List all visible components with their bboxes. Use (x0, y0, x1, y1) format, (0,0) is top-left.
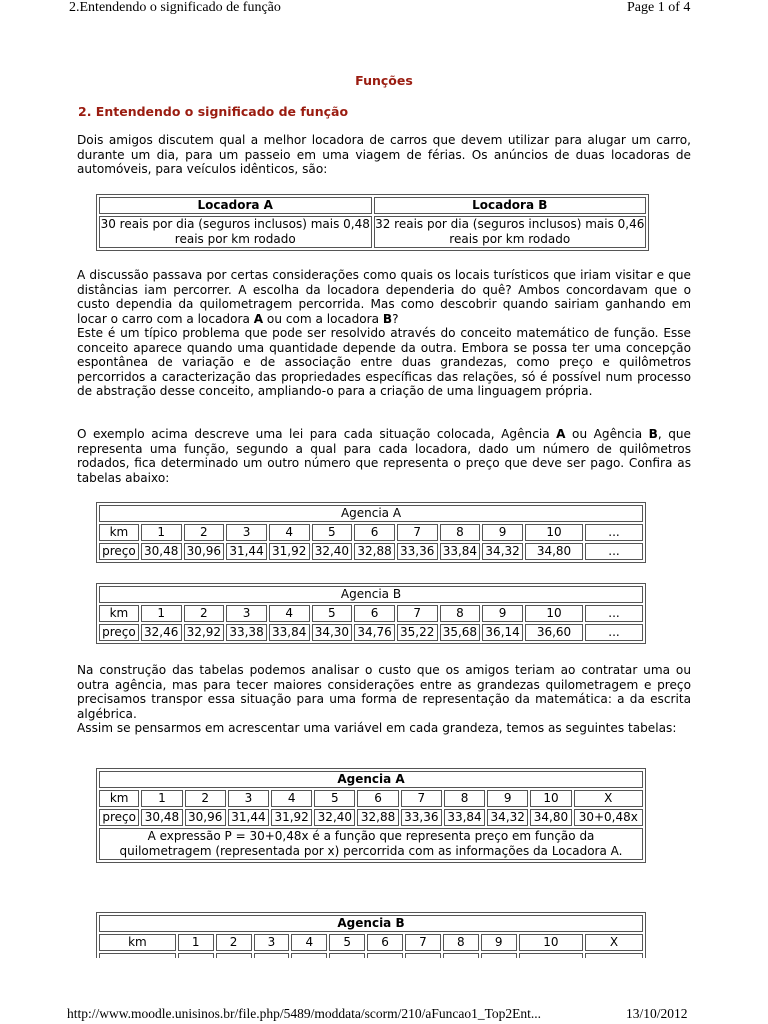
price-cell: 32,46 (141, 624, 182, 641)
km-cell: 3 (226, 605, 267, 622)
km-cell: 3 (254, 934, 290, 951)
km-cell: 4 (269, 524, 310, 541)
price-cell: 34,80 (525, 543, 583, 560)
price-cell: 32,40 (312, 543, 353, 560)
construction-paragraph (77, 663, 691, 736)
price-cell: 32,92 (184, 624, 225, 641)
example-connector: ou Agência (565, 427, 649, 441)
km-cell: 8 (440, 605, 481, 622)
agencia-b-formula-table (96, 912, 646, 958)
example-text: O exemplo acima descreve uma lei para cada situação colocada, Agência (77, 427, 557, 441)
km-cell: 4 (271, 790, 312, 807)
price-cell: ... (585, 543, 643, 560)
formula-note: A expressão P = 30+0,48x é a função que representa preço em função da quilometragem (representada por x) percorrida com as informações da Locadora A. (99, 828, 643, 860)
price-cell: 34,76 (354, 624, 395, 641)
km-row (99, 934, 643, 951)
km-cell: 2 (216, 934, 252, 951)
discussion-connector: ou com a locadora (263, 311, 383, 326)
km-cell: ... (585, 524, 643, 541)
km-row (99, 605, 643, 622)
price-label: preço (99, 809, 139, 826)
price-cell: 30,96 (185, 809, 226, 826)
price-cell: 32,40 (314, 809, 355, 826)
print-footer-date: 13/10/2012 (626, 1006, 688, 1021)
km-cell: 7 (397, 605, 438, 622)
km-cell: 1 (141, 790, 182, 807)
km-cell: 8 (444, 790, 485, 807)
km-cell: 5 (312, 524, 353, 541)
price-cell: 36,14 (482, 624, 523, 641)
km-cell: 1 (141, 605, 182, 622)
km-cell: 2 (184, 605, 225, 622)
price-cell: 31,92 (271, 809, 312, 826)
agencia-a-table (96, 502, 646, 563)
price-cell: 31,44 (228, 809, 269, 826)
km-label: km (99, 934, 176, 951)
price-cell: 34,32 (487, 809, 528, 826)
price-cell: 32,88 (354, 543, 395, 560)
price-cell: 33,36 (401, 809, 442, 826)
discussion-text: A discussão passava por certas considerações como quais os locais turísticos que iriam visitar e que distâncias iam percorrer. A escolha da locadora dependeria do quê? Ambos concordavam que o custo dependia da quilometragem percorrida. Mas como descobrir quando sairiam ganhando em locar o carro com a locadora (77, 268, 691, 326)
table-title: Agencia B (99, 586, 643, 603)
km-cell: 3 (228, 790, 269, 807)
km-cell: ... (585, 605, 643, 622)
price-cell: 33,38 (226, 624, 267, 641)
km-cell: 6 (354, 524, 395, 541)
price-row (99, 543, 643, 560)
discussion-end: ? (392, 311, 399, 326)
locadora-comparison-table (96, 194, 649, 251)
price-label: preço (99, 624, 139, 641)
km-cell: 6 (354, 605, 395, 622)
locadora-a-header: Locadora A (99, 197, 372, 214)
price-cell: 31,92 (269, 543, 310, 560)
km-cell: 4 (291, 934, 327, 951)
agencia-b-table (96, 583, 646, 644)
km-cell: 1 (141, 524, 182, 541)
locadora-b-offer: 32 reais por dia (seguros inclusos) mais 0,46 reais por km rodado (375, 217, 645, 246)
price-row (99, 809, 643, 826)
construction-text: Na construção das tabelas podemos analisar o custo que os amigos teriam ao contratar uma ou outra agência, mas para tecer maiores considerações entre as grandezas quilometragem e preço precisamos transpor essa situação para uma forma de representação da matemática: a da escrita algébrica. (77, 663, 691, 721)
price-cell: 31,44 (226, 543, 267, 560)
example-paragraph (77, 427, 691, 485)
price-cell: 32,88 (357, 809, 398, 826)
intro-paragraph: Dois amigos discutem qual a melhor locadora de carros que devem utilizar para alugar um carro, durante um dia, para um passeio em uma viagem de férias. Os anúncios de duas locadoras de automóveis, para veículos idênticos, são: (77, 133, 691, 176)
price-cell: 30,48 (141, 809, 182, 826)
locadora-b-header: Locadora B (374, 197, 647, 214)
km-cell: 9 (482, 605, 523, 622)
assim-text: Assim se pensarmos em acrescentar uma variável em cada grandeza, temos as seguintes tabelas: (77, 721, 677, 735)
print-header-page: Page 1 of 4 (627, 0, 691, 15)
price-cell: 34,30 (312, 624, 353, 641)
agencia-b-ref: B (648, 427, 658, 441)
km-cell: 8 (440, 524, 481, 541)
agencia-a-formula-table (96, 768, 646, 863)
agencia-b-formula-table-wrapper (96, 912, 648, 958)
example-text-end: , que representa uma função, segundo a qual para cada locadora, dado um número de quilômetros rodados, fica determinado um outro número que representa o preço que deve ser pago. Confira as tabelas abaixo: (77, 427, 691, 485)
print-header-title: 2.Entendendo o significado de função (69, 0, 281, 15)
km-row (99, 790, 643, 807)
table-title: Agencia A (99, 505, 643, 522)
km-cell: X (585, 934, 643, 951)
print-footer-url: http://www.moodle.unisinos.br/file.php/5489/moddata/scorm/210/aFuncao1_Top2Ent... (67, 1006, 542, 1021)
km-cell: 9 (487, 790, 528, 807)
discussion-paragraph (77, 268, 691, 399)
price-cell: 36,60 (525, 624, 583, 641)
km-cell: 9 (481, 934, 517, 951)
locadora-a-ref: A (253, 311, 264, 326)
price-cell: 33,36 (397, 543, 438, 560)
price-cell: 33,84 (269, 624, 310, 641)
km-cell: 10 (525, 605, 583, 622)
km-cell: 8 (443, 934, 479, 951)
km-cell: 10 (519, 934, 583, 951)
locadora-a-offer: 30 reais por dia (seguros inclusos) mais 0,48 reais por km rodado (100, 217, 370, 246)
km-cell: 7 (397, 524, 438, 541)
price-row-cut (99, 953, 643, 958)
km-cell: 2 (184, 524, 225, 541)
km-cell: 5 (314, 790, 355, 807)
km-cell: 7 (401, 790, 442, 807)
km-cell: 6 (357, 790, 398, 807)
km-cell: 2 (185, 790, 226, 807)
km-cell: 5 (312, 605, 353, 622)
km-cell: 3 (226, 524, 267, 541)
price-cell: 30,48 (141, 543, 182, 560)
table-title: Agencia B (99, 915, 643, 932)
price-cell: 30,96 (184, 543, 225, 560)
km-row (99, 524, 643, 541)
section-heading: 2. Entendendo o significado de função (78, 104, 349, 119)
km-cell: 10 (530, 790, 571, 807)
agencia-a-ref: A (556, 427, 566, 441)
price-row (99, 624, 643, 641)
km-cell: 4 (269, 605, 310, 622)
price-cell: 35,22 (397, 624, 438, 641)
km-cell: 5 (329, 934, 365, 951)
price-label: preço (99, 543, 139, 560)
km-cell: 10 (525, 524, 583, 541)
locadora-b-ref: B (382, 311, 393, 326)
price-cell: 33,84 (444, 809, 485, 826)
km-cell: 7 (405, 934, 441, 951)
km-label: km (99, 605, 139, 622)
price-cell: 30+0,48x (574, 809, 643, 826)
price-cell: 33,84 (440, 543, 481, 560)
price-cell: ... (585, 624, 643, 641)
price-cell: 35,68 (440, 624, 481, 641)
page-title: Funções (355, 73, 413, 88)
km-cell: 1 (178, 934, 214, 951)
km-label: km (99, 790, 139, 807)
table-title: Agencia A (99, 771, 643, 788)
km-label: km (99, 524, 139, 541)
concept-paragraph: Este é um típico problema que pode ser resolvido através do conceito matemático de função. Esse conceito aparece quando uma quantidade depende da outra. Embora se possa ter uma concepção espontânea de variação e de associação entre duas grandezas, como preço e quilômetros percorridos a caracterização das propriedades específicas das relações, só é possível num processo de abstração desse conceito, ampliando-o para a criação de uma linguagem própria. (77, 326, 691, 398)
price-cell: 34,32 (482, 543, 523, 560)
km-cell: X (574, 790, 643, 807)
km-cell: 9 (482, 524, 523, 541)
km-cell: 6 (367, 934, 403, 951)
price-cell: 34,80 (530, 809, 571, 826)
